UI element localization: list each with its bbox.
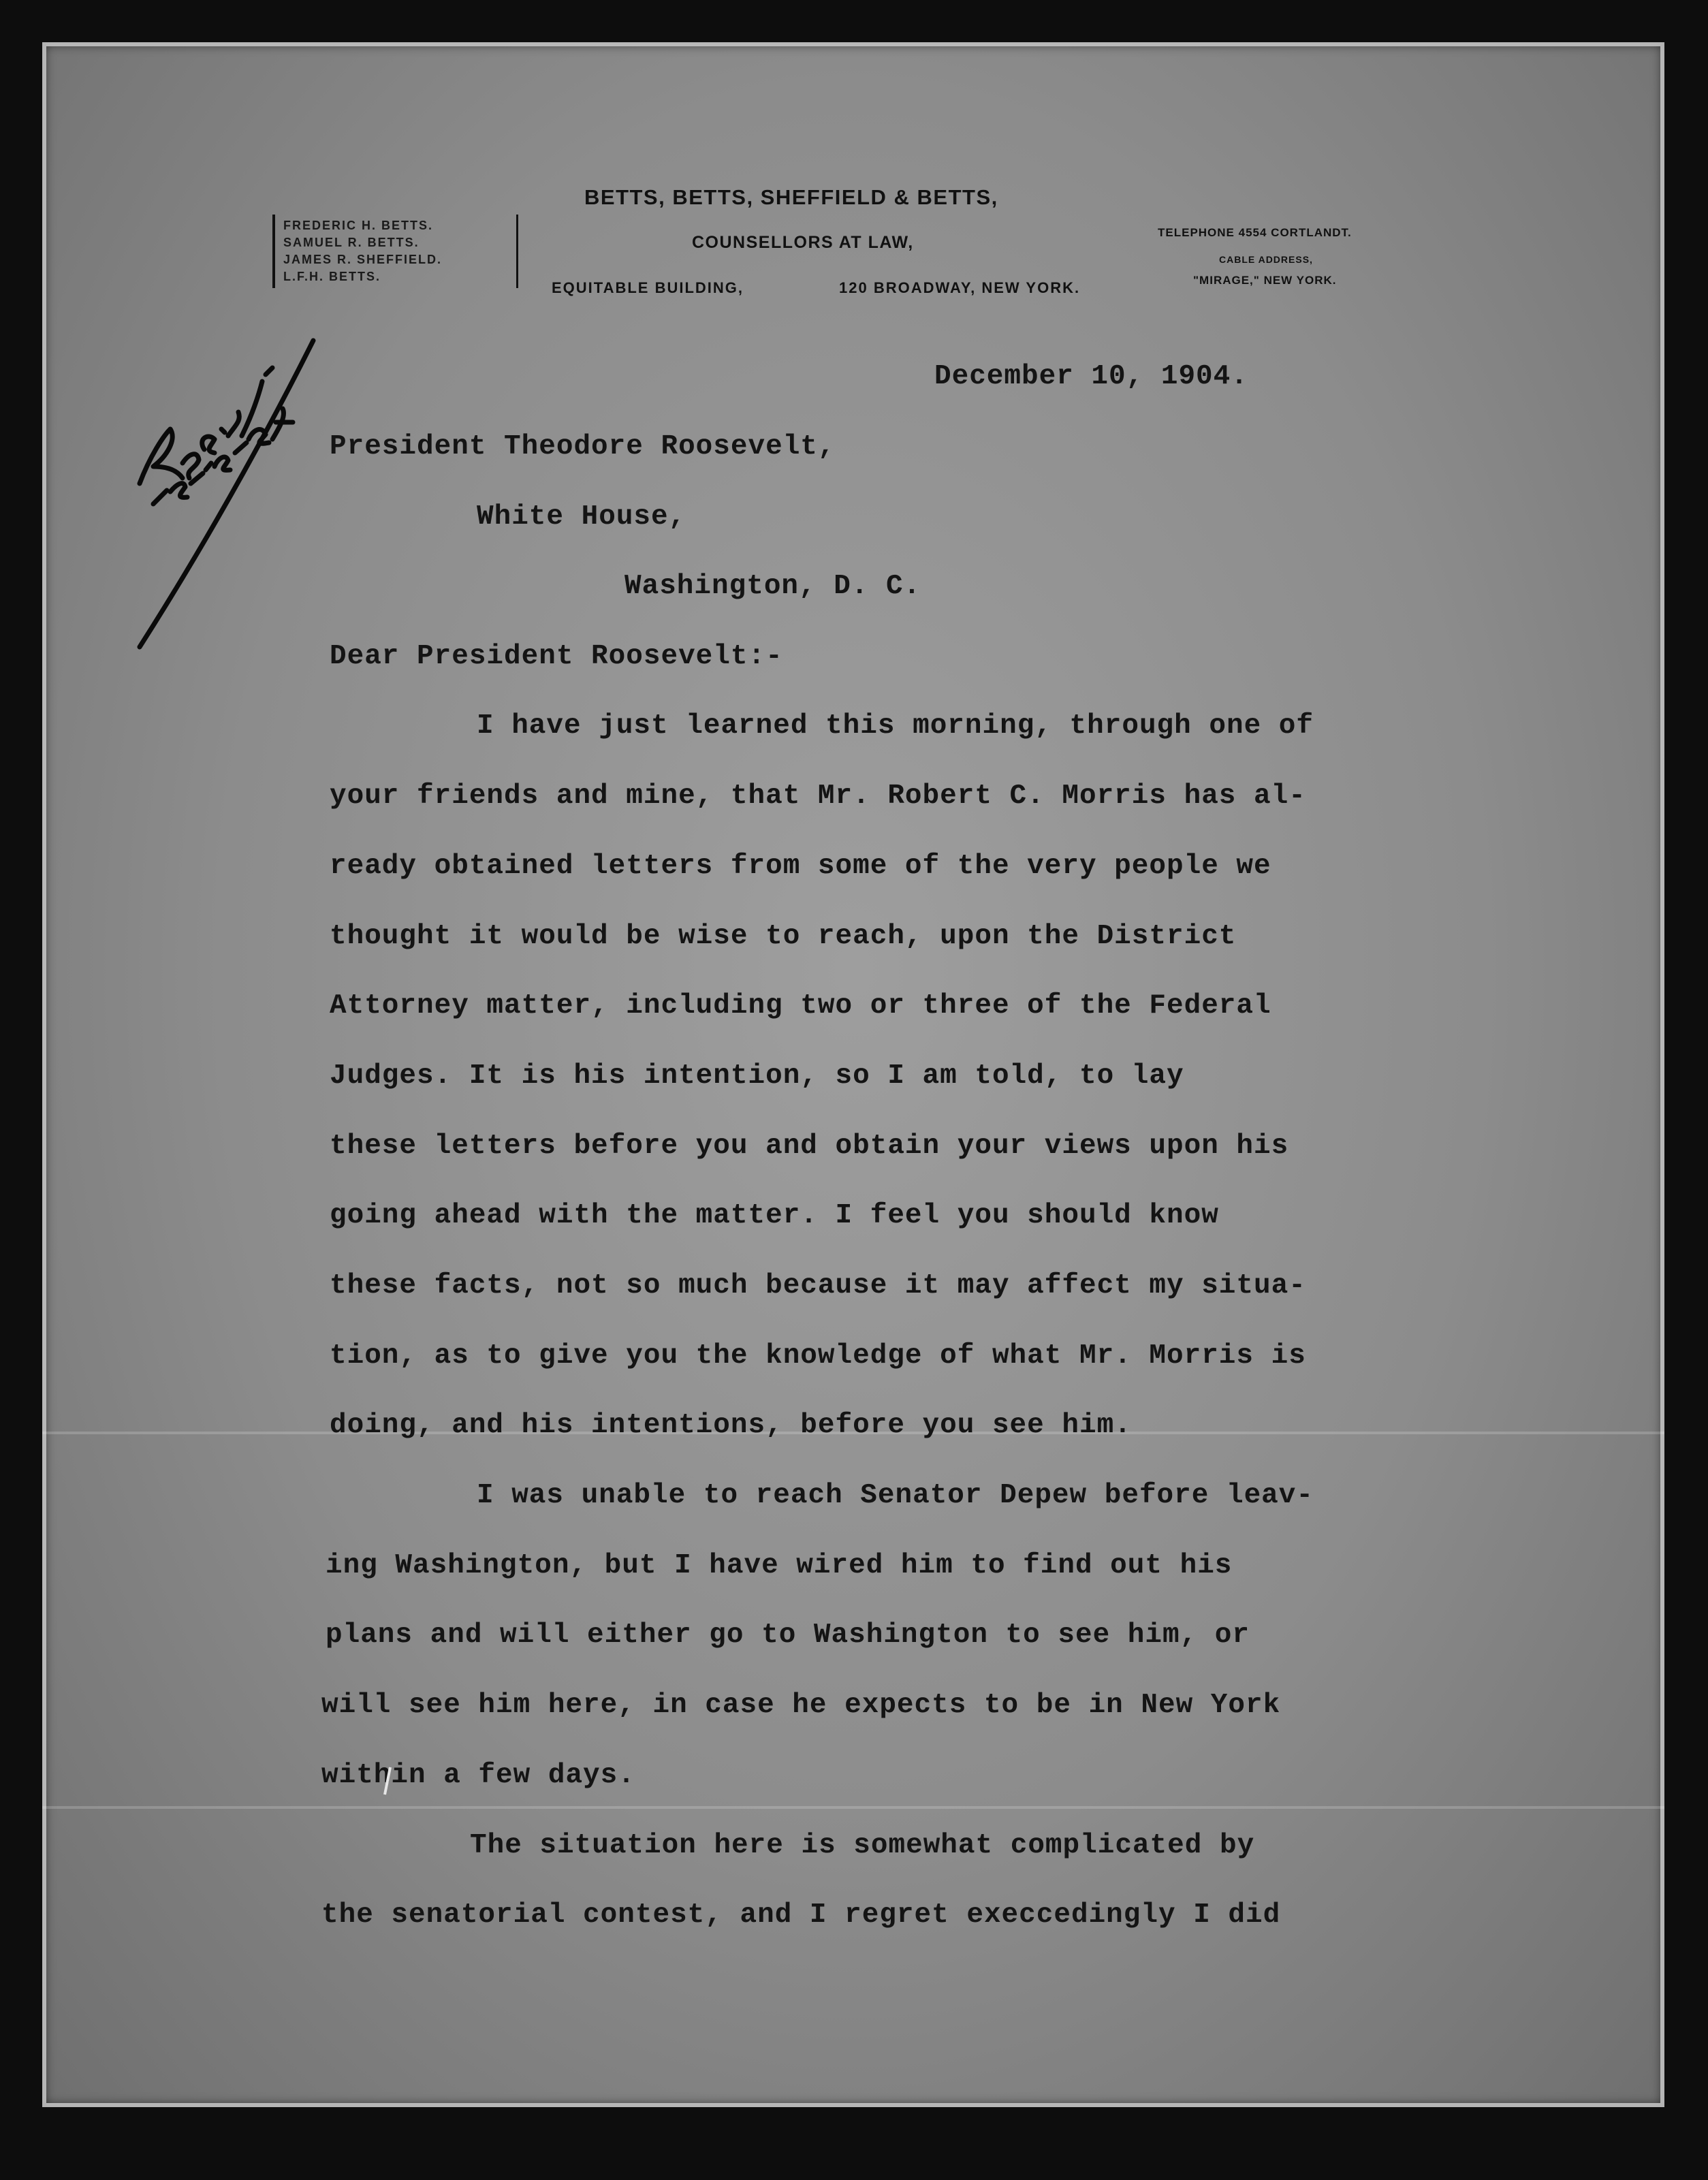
partner-name: L.F.H. BETTS. — [283, 270, 381, 283]
cable-label: CABLE ADDRESS, — [1219, 254, 1313, 265]
partners-list — [272, 215, 518, 288]
body-line: Attorney matter, including two or three of the Federal — [330, 990, 1271, 1022]
body-line: plans and will either go to Washington to see him, or — [326, 1620, 1250, 1651]
body-line: your friends and mine, that Mr. Robert C. Morris has al- — [330, 780, 1306, 812]
body-line: the senatorial contest, and I regret execcedingly I did — [321, 1899, 1281, 1931]
fold-line — [42, 1806, 1664, 1809]
body-line: ready obtained letters from some of the very people we — [330, 851, 1271, 882]
partner-name: JAMES R. SHEFFIELD. — [283, 253, 443, 266]
salutation: Dear President Roosevelt:- — [330, 641, 783, 672]
body-line: Judges. It is his intention, so I am told, to lay — [330, 1060, 1184, 1092]
pen-mark — [378, 1764, 398, 1798]
body-line: these letters before you and obtain your views upon his — [330, 1131, 1289, 1162]
firm-profession: COUNSELLORS AT LAW, — [692, 233, 914, 252]
body-line: thought it would be wise to reach, upon the District — [330, 921, 1237, 952]
body-line: will see him here, in case he expects to be in New York — [321, 1690, 1281, 1721]
partner-name: FREDERIC H. BETTS. — [283, 219, 434, 232]
body-line: ing Washington, but I have wired him to find out his — [326, 1550, 1233, 1581]
body-line: doing, and his intentions, before you see him. — [330, 1410, 1132, 1441]
recipient-city: Washington, D. C. — [624, 571, 921, 602]
received-annotation-handwriting — [102, 300, 347, 681]
partner-name: SAMUEL R. BETTS. — [283, 236, 420, 249]
recipient-place: White House, — [477, 501, 686, 533]
body-line: these facts, not so much because it may affect my situa- — [330, 1270, 1306, 1301]
body-line: going ahead with the matter. I feel you should know — [330, 1200, 1219, 1231]
body-line: within a few days. — [321, 1760, 635, 1791]
firm-name: BETTS, BETTS, SHEFFIELD & BETTS, — [584, 185, 998, 209]
cable-address: "MIRAGE," NEW YORK. — [1193, 274, 1337, 287]
firm-building: EQUITABLE BUILDING, — [552, 279, 744, 296]
body-line: I have just learned this morning, through one of — [477, 710, 1314, 742]
recipient-name: President Theodore Roosevelt, — [330, 431, 836, 462]
letter-date: December 10, 1904. — [934, 361, 1248, 392]
body-line: The situation here is somewhat complicated by — [470, 1830, 1255, 1861]
body-line: tion, as to give you the knowledge of what Mr. Morris is — [330, 1340, 1306, 1372]
body-line: I was unable to reach Senator Depew before leav- — [477, 1480, 1314, 1511]
telephone-number: TELEPHONE 4554 CORTLANDT. — [1158, 226, 1352, 239]
firm-address: 120 BROADWAY, NEW YORK. — [839, 279, 1081, 296]
